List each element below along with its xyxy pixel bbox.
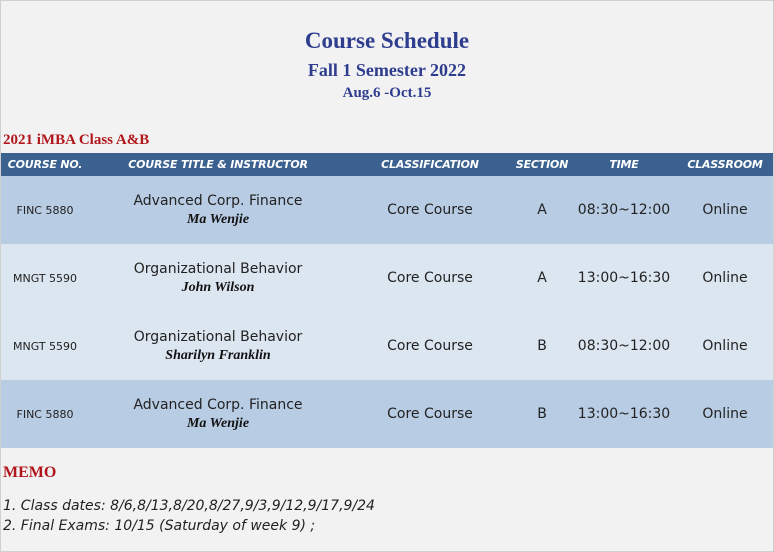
time-cell: 13:00~16:30 [571, 244, 677, 312]
column-header-course-no: COURSE NO. [1, 153, 89, 176]
instructor-name: Ma Wenjie [186, 212, 250, 227]
classification-cell: Core Course [347, 380, 513, 448]
schedule-table [1, 153, 773, 448]
instructor-name: John Wilson [181, 280, 255, 295]
memo-line-class-dates: 1. Class dates: 8/6,8/13,8/20,8/27,9/3,9/12,9/17,9/24 [3, 498, 375, 514]
classification-cell: Core Course [347, 176, 513, 244]
course-title: Advanced Corp. Finance [133, 193, 303, 209]
section-cell: B [513, 380, 571, 448]
time-cell: 13:00~16:30 [571, 380, 677, 448]
course-title: Advanced Corp. Finance [133, 397, 303, 413]
table-row [1, 312, 773, 380]
section-cell: A [513, 244, 571, 312]
semester-subtitle: Fall 1 Semester 2022 [307, 60, 467, 80]
memo-heading: MEMO [3, 464, 57, 481]
course-no-cell: MNGT 5590 [1, 312, 89, 380]
column-header-time: TIME [571, 153, 677, 176]
classroom-cell: Online [677, 176, 773, 244]
course-title-cell [89, 244, 347, 312]
table-row [1, 176, 773, 244]
column-header-course-title: COURSE TITLE & INSTRUCTOR [89, 153, 347, 176]
time-cell: 08:30~12:00 [571, 312, 677, 380]
section-cell: A [513, 176, 571, 244]
classification-cell: Core Course [347, 312, 513, 380]
table-row [1, 244, 773, 312]
table-header-row [1, 153, 773, 176]
table-row [1, 380, 773, 448]
course-title: Organizational Behavior [133, 261, 303, 277]
course-title-cell [89, 380, 347, 448]
course-title-cell [89, 176, 347, 244]
column-header-section: SECTION [513, 153, 571, 176]
memo-line-final-exams: 2. Final Exams: 10/15 (Saturday of week 9) ; [3, 518, 316, 534]
course-no-cell: FINC 5880 [1, 176, 89, 244]
classroom-cell: Online [677, 244, 773, 312]
column-header-classroom: CLASSROOM [677, 153, 773, 176]
classroom-cell: Online [677, 380, 773, 448]
instructor-name: Ma Wenjie [186, 416, 250, 431]
course-no-cell: MNGT 5590 [1, 244, 89, 312]
course-no-cell: FINC 5880 [1, 380, 89, 448]
time-cell: 08:30~12:00 [571, 176, 677, 244]
instructor-name: Sharilyn Franklin [165, 348, 271, 363]
page-title: Course Schedule [304, 28, 470, 53]
course-title-cell [89, 312, 347, 380]
column-header-classification: CLASSIFICATION [347, 153, 513, 176]
course-title: Organizational Behavior [133, 329, 303, 345]
class-heading: 2021 iMBA Class A&B [3, 132, 150, 148]
semester-dates: Aug.6 -Oct.15 [342, 85, 432, 101]
classification-cell: Core Course [347, 244, 513, 312]
section-cell: B [513, 312, 571, 380]
classroom-cell: Online [677, 312, 773, 380]
